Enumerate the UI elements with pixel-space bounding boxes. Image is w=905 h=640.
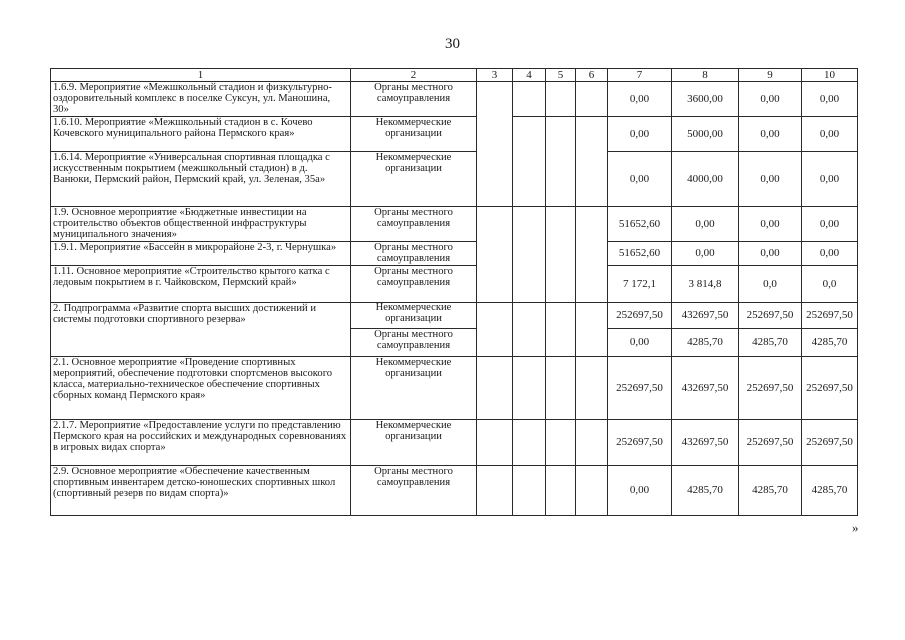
empty-cell bbox=[477, 420, 513, 466]
column-header: 5 bbox=[546, 69, 576, 82]
table-row bbox=[51, 152, 858, 207]
empty-cell bbox=[546, 420, 576, 466]
budget-table bbox=[50, 68, 858, 516]
value-cell: 4285,70 bbox=[672, 329, 739, 357]
value-cell: 0,00 bbox=[672, 242, 739, 266]
executor-cell: Органы местного самоуправления bbox=[351, 329, 477, 357]
empty-cell bbox=[576, 207, 608, 303]
value-cell: 51652,60 bbox=[608, 207, 672, 242]
empty-cell bbox=[576, 117, 608, 207]
activity-name: 1.6.9. Мероприятие «Межшкольный стадион и физкультурно-оздоровительный комплекс в поселке Суксун, ул. Маношина, 30» bbox=[51, 82, 351, 117]
empty-cell bbox=[546, 207, 576, 303]
value-cell: 0,00 bbox=[802, 117, 858, 152]
empty-cell bbox=[576, 303, 608, 357]
column-header: 3 bbox=[477, 69, 513, 82]
value-cell: 4000,00 bbox=[672, 152, 739, 207]
executor-cell: Некоммерческие организации bbox=[351, 420, 477, 466]
column-header: 9 bbox=[739, 69, 802, 82]
activity-name: 1.6.14. Мероприятие «Универсальная спортивная площадка с искусственным покрытием (межшкольный стадион) в д. Ванюки, Пермский район, Пермский край, ул. Зеленая, 35а» bbox=[51, 152, 351, 207]
empty-cell bbox=[477, 357, 513, 420]
empty-cell bbox=[513, 466, 546, 516]
empty-cell bbox=[513, 207, 546, 303]
table-row bbox=[51, 303, 858, 329]
value-cell: 4285,70 bbox=[739, 466, 802, 516]
empty-cell bbox=[546, 303, 576, 357]
value-cell: 252697,50 bbox=[608, 303, 672, 329]
activity-name: 2.1. Основное мероприятие «Проведение спортивных мероприятий, обеспечение подготовки спортсменов высокого класса, материально-техническое обеспечение спортивных сборных команд Пермского края» bbox=[51, 357, 351, 420]
value-cell: 0,00 bbox=[802, 82, 858, 117]
empty-cell bbox=[477, 303, 513, 357]
value-cell: 0,0 bbox=[802, 266, 858, 303]
value-cell: 0,00 bbox=[739, 117, 802, 152]
value-cell: 0,00 bbox=[608, 117, 672, 152]
executor-cell: Органы местного самоуправления bbox=[351, 207, 477, 242]
table-row bbox=[51, 420, 858, 466]
value-cell: 4285,70 bbox=[739, 329, 802, 357]
value-cell: 3600,00 bbox=[672, 82, 739, 117]
page-number: 30 bbox=[445, 36, 460, 52]
value-cell: 0,00 bbox=[672, 207, 739, 242]
empty-cell bbox=[576, 357, 608, 420]
empty-cell bbox=[513, 357, 546, 420]
empty-cell bbox=[576, 82, 608, 117]
executor-cell: Органы местного самоуправления bbox=[351, 466, 477, 516]
value-cell: 252697,50 bbox=[739, 420, 802, 466]
value-cell: 51652,60 bbox=[608, 242, 672, 266]
value-cell: 252697,50 bbox=[739, 357, 802, 420]
activity-name: 2.9. Основное мероприятие «Обеспечение качественным спортивным инвентарем детско-юношеских спортивных школ (спортивный резерв по видам спорта)» bbox=[51, 466, 351, 516]
value-cell: 5000,00 bbox=[672, 117, 739, 152]
empty-cell bbox=[513, 117, 546, 207]
value-cell: 252697,50 bbox=[608, 357, 672, 420]
value-cell: 0,00 bbox=[802, 207, 858, 242]
value-cell: 0,00 bbox=[608, 466, 672, 516]
value-cell: 0,00 bbox=[608, 152, 672, 207]
activity-name: 1.11. Основное мероприятие «Строительство крытого катка с ледовым покрытием в г. Чайковском, Пермский край» bbox=[51, 266, 351, 303]
column-header: 4 bbox=[513, 69, 546, 82]
value-cell: 7 172,1 bbox=[608, 266, 672, 303]
value-cell: 4285,70 bbox=[672, 466, 739, 516]
table-row bbox=[51, 82, 858, 117]
column-header: 10 bbox=[802, 69, 858, 82]
empty-cell bbox=[513, 303, 546, 357]
value-cell: 432697,50 bbox=[672, 303, 739, 329]
empty-cell bbox=[546, 466, 576, 516]
column-header: 2 bbox=[351, 69, 477, 82]
table-row bbox=[51, 117, 858, 152]
value-cell: 0,0 bbox=[739, 266, 802, 303]
value-cell: 4285,70 bbox=[802, 329, 858, 357]
column-header: 1 bbox=[51, 69, 351, 82]
table-row bbox=[51, 466, 858, 516]
header-row bbox=[51, 69, 858, 82]
executor-cell: Некоммерческие организации bbox=[351, 117, 477, 152]
value-cell: 432697,50 bbox=[672, 420, 739, 466]
value-cell: 4285,70 bbox=[802, 466, 858, 516]
executor-cell: Органы местного самоуправления bbox=[351, 266, 477, 303]
empty-cell bbox=[513, 420, 546, 466]
value-cell: 3 814,8 bbox=[672, 266, 739, 303]
empty-cell bbox=[576, 420, 608, 466]
executor-cell: Органы местного самоуправления bbox=[351, 242, 477, 266]
value-cell: 252697,50 bbox=[802, 357, 858, 420]
value-cell: 0,00 bbox=[608, 329, 672, 357]
empty-cell bbox=[546, 117, 576, 207]
executor-cell: Некоммерческие организации bbox=[351, 152, 477, 207]
column-header: 8 bbox=[672, 69, 739, 82]
value-cell: 0,00 bbox=[802, 152, 858, 207]
value-cell: 252697,50 bbox=[739, 303, 802, 329]
executor-cell: Органы местного самоуправления bbox=[351, 82, 477, 117]
executor-cell: Некоммерческие организации bbox=[351, 357, 477, 420]
value-cell: 0,00 bbox=[802, 242, 858, 266]
value-cell: 0,00 bbox=[739, 152, 802, 207]
activity-name: 2.1.7. Мероприятие «Предоставление услуги по представлению Пермского края на российских и международных соревнованиях в игровых видах спорта» bbox=[51, 420, 351, 466]
value-cell: 0,00 bbox=[739, 242, 802, 266]
value-cell: 0,00 bbox=[739, 207, 802, 242]
table-row bbox=[51, 207, 858, 242]
activity-name: 1.9.1. Мероприятие «Бассейн в микрорайоне 2-3, г. Чернушка» bbox=[51, 242, 351, 266]
column-header: 6 bbox=[576, 69, 608, 82]
value-cell: 252697,50 bbox=[608, 420, 672, 466]
table-row bbox=[51, 266, 858, 303]
table-row bbox=[51, 357, 858, 420]
empty-cell bbox=[546, 357, 576, 420]
empty-cell bbox=[546, 82, 576, 117]
activity-name: 2. Подпрограмма «Развитие спорта высших достижений и системы подготовки спортивного резерва» bbox=[51, 303, 351, 357]
column-header: 7 bbox=[608, 69, 672, 82]
executor-cell: Некоммерческие организации bbox=[351, 303, 477, 329]
value-cell: 252697,50 bbox=[802, 420, 858, 466]
activity-name: 1.9. Основное мероприятие «Бюджетные инвестиции на строительство объектов общественной инфраструктуры муниципального значения» bbox=[51, 207, 351, 242]
empty-cell bbox=[477, 207, 513, 303]
value-cell: 0,00 bbox=[608, 82, 672, 117]
empty-cell bbox=[477, 82, 513, 207]
activity-name: 1.6.10. Мероприятие «Межшкольный стадион в с. Кочево Кочевского муниципального района Пермского края» bbox=[51, 117, 351, 152]
closing-quote-mark: » bbox=[852, 520, 859, 535]
table-row bbox=[51, 242, 858, 266]
value-cell: 252697,50 bbox=[802, 303, 858, 329]
empty-cell bbox=[513, 82, 546, 117]
value-cell: 432697,50 bbox=[672, 357, 739, 420]
value-cell: 0,00 bbox=[739, 82, 802, 117]
empty-cell bbox=[576, 466, 608, 516]
empty-cell bbox=[477, 466, 513, 516]
